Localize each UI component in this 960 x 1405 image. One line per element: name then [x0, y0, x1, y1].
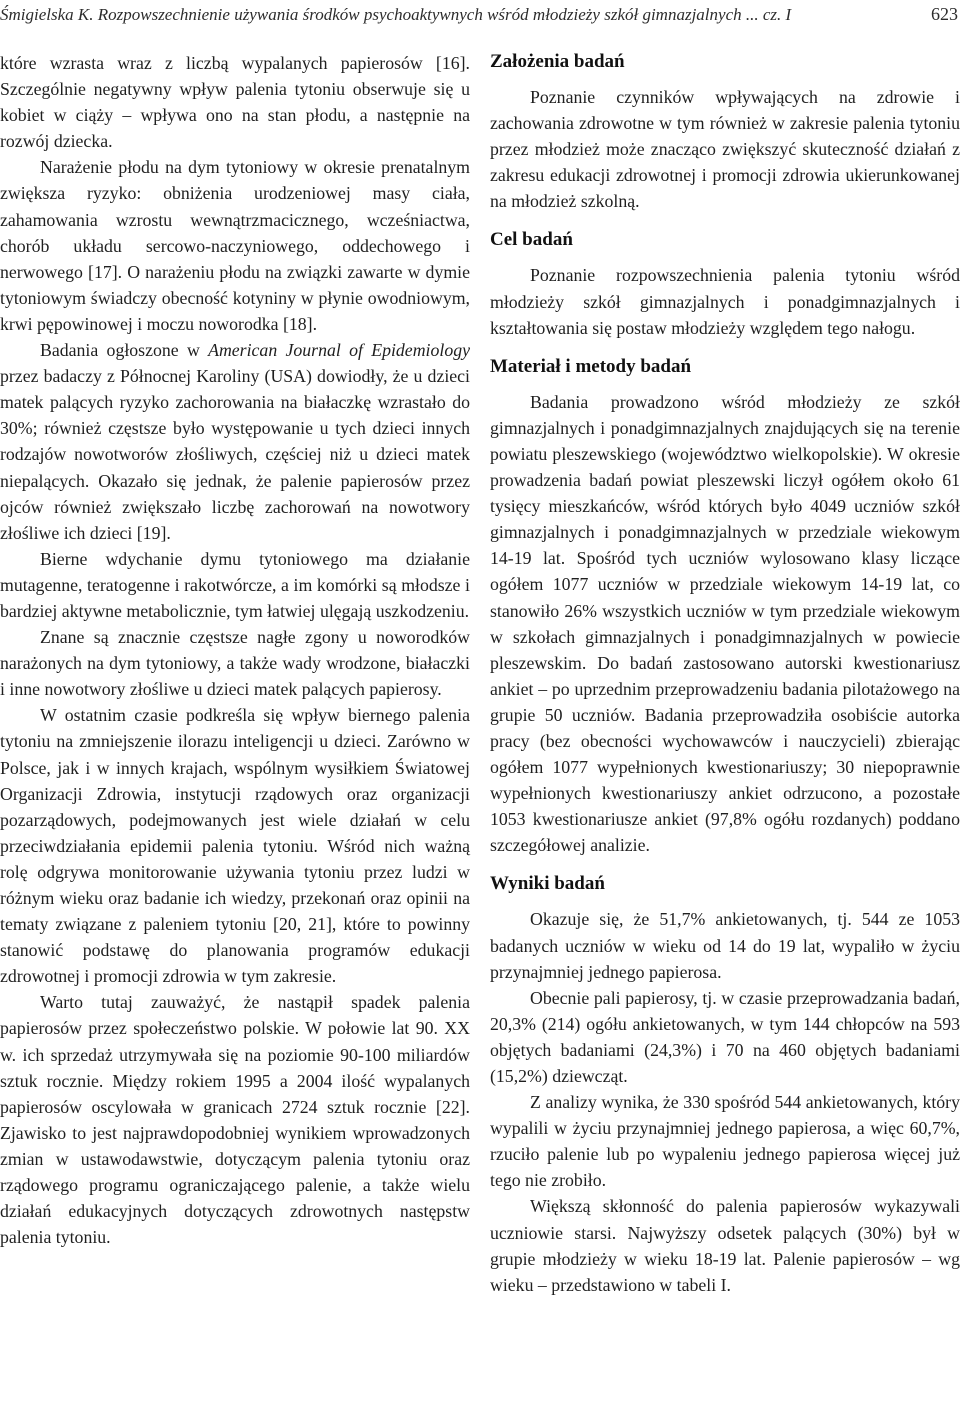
paragraph: Bierne wdychanie dymu tytoniowego ma działanie mutagenne, teratogenne i rakotwórcze, a im komórki są młodsze i bardziej aktywne metabolicznie, tym łatwiej ulęgają uszkodzeniu.: [0, 548, 470, 621]
page-number: 623: [931, 4, 958, 24]
section-heading-wyniki: Wyniki badań: [490, 873, 605, 895]
paragraph: Narażenie płodu na dym tytoniowy w okresie prenatalnym zwiększa ryzyko: obniżenia urodzeniowej masy ciała, zahamowania wzrostu wewnątrzmacicznego, wcześniactwa, chorób układu sercowo-naczyniowego, oddechowego i nerwowego [17]. O narażeniu płodu na związki zawarte w dymie tytoniowym świadczy obecność kotyniny w płynie owodniowym, krwi pępowinowej i moczu noworodka [18].: [0, 157, 470, 334]
paragraph: Warto tutaj zauważyć, że nastąpił spadek palenia papierosów przez społeczeństwo polskie. W połowie lat 90. XX w. ich sprzedaż utrzymywała się na poziomie 90-100 miliardów sztuk rocznie. Między rokiem 1995 a 2004 ilość wypalanych papierosów oscylowała w granicach 2724 sztuk rocznie [22]. Zjawisko to jest najprawdopodobniej wynikiem wprowadzonych zmian w ustawodawstwie, dotyczącym palenia tytoniu oraz rządowego programu ograniczającego palenie, a także wielu działań edukacyjnych dotyczących zdrowotnych następstw palenia tytoniu.: [0, 992, 470, 1248]
running-header: [0, 0, 960, 30]
paragraph: które wzrasta wraz z liczbą wypalanych papierosów [16]. Szczególnie negatywny wpływ palenia tytoniu obserwuje się u kobiet w ciąży – wpływa ono na stan płodu, a następnie na rozwój dziecka.: [0, 53, 470, 152]
paragraph: W ostatnim czasie podkreśla się wpływ biernego palenia tytoniu na zmniejszenie ilorazu inteligencji u dzieci. Zarówno w Polsce, jak i w innych krajach, wspólnym wysiłkiem Światowej Organizacji Zdrowia, instytucji rządowych oraz organizacji pozarządowych, podejmowanych jest wiele działań w celu przeciwdziałania epidemii palenia tytoniu. Wśród nich ważną rolę odgrywa monitorowanie używania tytoniu przez ludzi w różnym wieku oraz badanie ich wiedzy, przekonań oraz opinii na tematy związane z paleniem tytoniu [20, 21], które to powinny stanowić podstawę do planowania programów edukacji zdrowotnej i promocji zdrowia w tym zakresie.: [0, 705, 470, 987]
paragraph: Większą skłonność do palenia papierosów wykazywali uczniowie starsi. Najwyższy odsetek palących (30%) był w grupie młodzieży w wieku 18-19 lat. Palenie papierosów – wg wieku – przedstawiono w tabeli I.: [490, 1196, 960, 1295]
paragraph: Poznanie rozpowszechnienia palenia tytoniu wśród młodzieży szkół gimnazjalnych i ponadgimnazjalnych i kształtowania się postaw młodzieży względem tego nałogu.: [490, 265, 960, 338]
paragraph: Okazuje się, że 51,7% ankietowanych, tj. 544 ze 1053 badanych uczniów w wieku od 14 do 19 lat, wypaliło w życiu przynajmniej jednego papierosa.: [490, 909, 960, 982]
paragraph: Obecnie pali papierosy, tj. w czasie przeprowadzania badań, 20,3% (214) ogółu ankietowanych, w tym 144 chłopców na 593 objętych badaniami (24,3%) i 70 na 460 objętych badaniami (15,2%) dziewcząt.: [490, 987, 960, 1086]
paragraph: Badania prowadzono wśród młodzieży ze szkół gimnazjalnych i ponadgimnazjalnych znajdujących się na terenie powiatu pleszewskiego (województwo wielkopolskie). W okresie prowadzenia badań powiat pleszewski liczył ogółem około 61 tysięcy mieszkańców, wśród których było 4049 uczniów szkół gimnazjalnych i ponadgimnazjalnych w przedziale wiekowym 14-19 lat. Spośród tych uczniów wylosowano klasy liczące ogółem 1077 uczniów w przedziale wiekowym 14-19 lat, co stanowiło 26% wszystkich uczniów w tym przedziale wiekowym w szkołach gimnazjalnych i ponadgimnazjalnych w powiecie pleszewskim. Do badań zastosowano autorski kwestionariusz ankiet – po uprzednim przeprowadzeniu badania pilotażowego na grupie 50 uczniów. Badania przeprowadziła osobiście autorka pracy (bez obecności wychowawców i nauczycieli) zbierając ogółem 1077 wypełnionych kwestionariuszy; 30 niepoprawnie wypełnionych kwestionariuszy ankiet odrzucono, a pozostałe 1053 kwestionariusze ankiet (97,8% ogółu rozdanych) poddano szczegółowej analizie.: [490, 391, 960, 856]
paragraph: [0, 337, 470, 546]
paragraph: Znane są znacznie częstsze nagłe zgony u noworodków narażonych na dym tytoniowy, a także wady wrodzone, białaczki i inne nowotwory złośliwe u dzieci matek palących papierosy.: [0, 627, 470, 700]
paragraph: Poznanie czynników wpływających na zdrowie i zachowania zdrowotne w tym również w zakresie palenia tytoniu przez młodzież może znacząco zwiększyć skuteczność działań z zakresu edukacji zdrowotnej i promocji zdrowia ukierunkowanej na młodzież szkolną.: [490, 87, 960, 212]
section-heading-cel: Cel badań: [490, 229, 573, 251]
section-heading-material: Materiał i metody badań: [490, 355, 692, 377]
text-run: przez badaczy z Północnej Karoliny (USA) dowiodły, że u dzieci matek palących ryzyko zachorowania na białaczkę wzrastało do 30%; również częstsze było występowanie u tych dzieci innych rodzajów nowotworów złośliwych, częściej niż u dzieci matek niepalących. Okazało się jednak, że palenie papierosów przez ojców również zwiększało liczbę zachorowań na nowotwory złośliwe ich dzieci [19].: [0, 366, 470, 543]
running-title: Śmigielska K. Rozpowszechnienie używania środków psychoaktywnych wśród młodzieży szkół gimnazjalnych ... cz. I: [0, 5, 792, 24]
journal-name: American Journal of Epidemiology: [208, 340, 470, 361]
text-run: Badania ogłoszone w: [40, 340, 209, 361]
left-column: [0, 50, 470, 1250]
paragraph: Z analizy wynika, że 330 spośród 544 ankietowanych, który wypalili w życiu przynajmniej jednego papierosa, a więc 60,7%, rzuciło palenie lub po wypaleniu jednego papierosa więcej już tego nie zrobiło.: [490, 1092, 960, 1191]
right-column: [490, 50, 960, 1298]
section-heading-zalozenia: Założenia badań: [490, 51, 625, 72]
